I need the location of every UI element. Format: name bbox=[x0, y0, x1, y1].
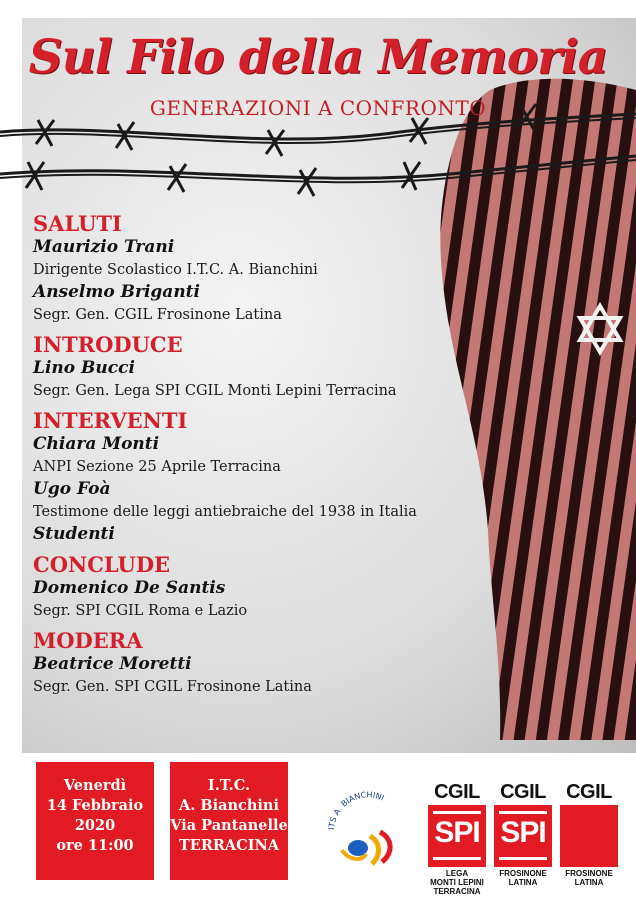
section-heading: MODERA bbox=[33, 628, 143, 653]
cgil-frosinone-logo bbox=[560, 782, 618, 887]
speaker-role: ANPI Sezione 25 Aprile Terracina bbox=[33, 459, 281, 475]
section-heading: SALUTI bbox=[33, 211, 122, 236]
date-weekday: Venerdì bbox=[63, 777, 127, 794]
cgil-spi-lega-logo bbox=[428, 782, 486, 896]
caption-line: FROSINONE bbox=[565, 869, 613, 878]
venue-box bbox=[170, 762, 288, 880]
speaker-name: Studenti bbox=[33, 524, 115, 544]
speaker-name: Anselmo Briganti bbox=[33, 282, 200, 302]
date-box bbox=[36, 762, 154, 880]
section-saluti bbox=[33, 211, 503, 326]
section-conclude bbox=[33, 552, 503, 622]
caption-line: FROSINONE bbox=[499, 869, 547, 878]
caption-line: TERRACINA bbox=[433, 887, 481, 896]
its-bianchini-logo bbox=[322, 790, 412, 870]
date-year: 2020 bbox=[74, 817, 116, 834]
speaker-role: Segr. SPI CGIL Roma e Lazio bbox=[33, 603, 248, 619]
logo-caption bbox=[560, 869, 618, 887]
date-day: 14 Febbraio bbox=[46, 797, 144, 814]
program-list bbox=[33, 205, 503, 698]
speaker-role: Testimone delle leggi antiebraiche del 1938 in Italia bbox=[33, 504, 417, 520]
cgil-word: CGIL bbox=[434, 781, 480, 803]
speaker-name: Ugo Foà bbox=[33, 479, 111, 499]
date-time: ore 11:00 bbox=[56, 837, 134, 854]
section-interventi bbox=[33, 408, 503, 546]
cgil-red-square bbox=[428, 805, 486, 867]
venue-line: I.T.C. bbox=[207, 777, 251, 794]
cgil-spi-frosinone-logo bbox=[494, 782, 552, 887]
venue-line: A. Bianchini bbox=[179, 797, 279, 814]
speaker-name: Beatrice Moretti bbox=[33, 654, 192, 674]
cgil-red-square bbox=[560, 805, 618, 867]
svg-text:ITS A. BIANCHINI bbox=[327, 790, 386, 830]
speaker-role: Segr. Gen. CGIL Frosinone Latina bbox=[33, 307, 282, 323]
caption-line: MONTI LEPINI bbox=[430, 878, 484, 887]
section-introduce bbox=[33, 332, 503, 402]
speaker-name: Domenico De Santis bbox=[33, 578, 226, 598]
speaker-role: Segr. Gen. Lega SPI CGIL Monti Lepini Terracina bbox=[33, 383, 397, 399]
its-logo-text: ITS A. BIANCHINI bbox=[326, 790, 386, 831]
section-heading: CONCLUDE bbox=[33, 552, 171, 577]
section-modera bbox=[33, 628, 503, 698]
caption-line: LATINA bbox=[574, 878, 604, 887]
cgil-word: CGIL bbox=[500, 781, 546, 803]
speaker-name: Chiara Monti bbox=[33, 434, 160, 454]
speaker-name: Lino Bucci bbox=[33, 358, 135, 378]
speaker-role: Segr. Gen. SPI CGIL Frosinone Latina bbox=[33, 679, 312, 695]
caption-line: LEGA bbox=[445, 869, 469, 878]
section-heading: INTERVENTI bbox=[33, 408, 188, 433]
speaker-name: Maurizio Trani bbox=[33, 237, 175, 257]
cgil-red-square bbox=[494, 805, 552, 867]
cgil-word: CGIL bbox=[566, 781, 612, 803]
venue-line: TERRACINA bbox=[178, 837, 280, 854]
venue-line: Via Pantanelle bbox=[170, 817, 288, 834]
logo-caption bbox=[494, 869, 552, 887]
speaker-role: Dirigente Scolastico I.T.C. A. Bianchini bbox=[33, 262, 318, 278]
spi-word: SPI bbox=[500, 816, 546, 849]
logo-caption bbox=[428, 869, 486, 896]
spi-word: SPI bbox=[434, 816, 480, 849]
section-heading: INTRODUCE bbox=[33, 332, 183, 357]
caption-line: LATINA bbox=[508, 878, 538, 887]
poster-title: Sul Filo della Memoria bbox=[28, 30, 608, 85]
poster-subtitle: GENERAZIONI A CONFRONTO bbox=[149, 96, 487, 120]
